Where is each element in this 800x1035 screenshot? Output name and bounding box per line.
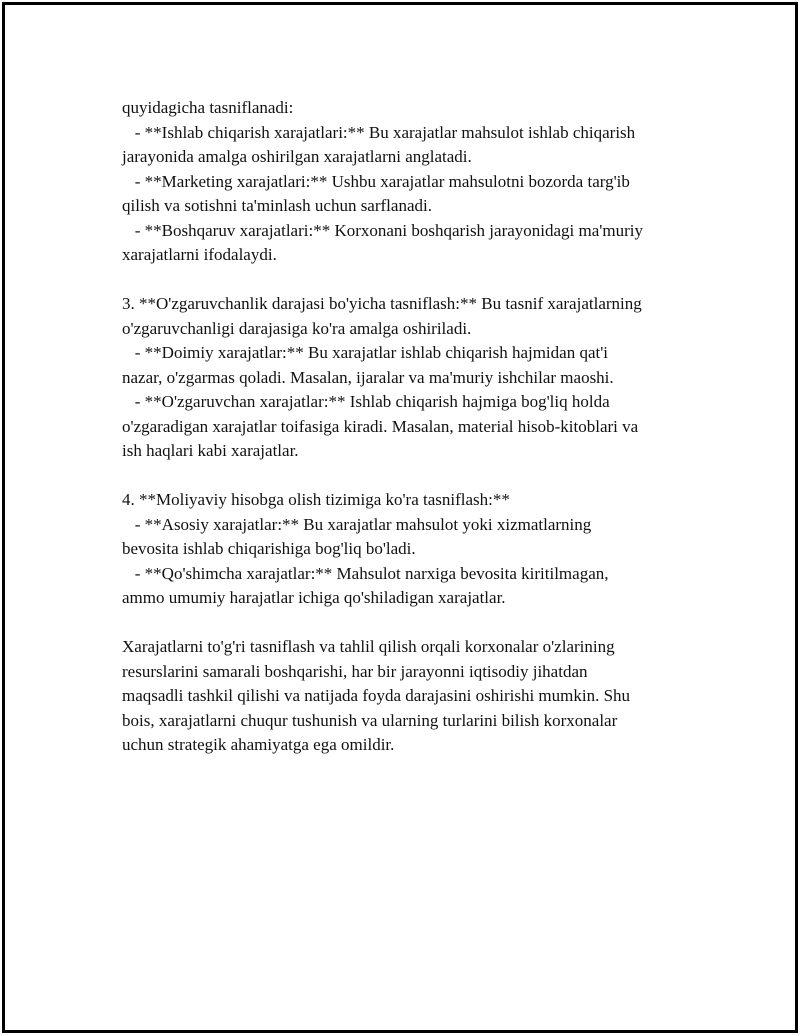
text-line: jarayonida amalga oshirilgan xarajatlarni anglatadi. bbox=[122, 147, 472, 166]
text-line: uchun strategik ahamiyatga ega omildir. bbox=[122, 735, 395, 754]
text-line: nazar, o'zgarmas qoladi. Masalan, ijaralar va ma'muriy ishchilar maoshi. bbox=[122, 367, 614, 387]
text-line: bevosita ishlab chiqarishiga bog'liq bo'ladi. bbox=[122, 539, 416, 558]
paragraph-gap bbox=[122, 268, 722, 293]
text-line: 4. **Moliyaviy hisobga olish tizimiga ko'ra tasniflash:** bbox=[122, 490, 510, 509]
text-line: - **Qo'shimcha xarajatlar:** Mahsulot narxiga bevosita kiritilmagan, bbox=[122, 563, 609, 583]
paragraph-gap bbox=[122, 464, 722, 489]
document-body bbox=[122, 96, 722, 758]
text-line: qilish va sotishni ta'minlash uchun sarflanadi. bbox=[122, 196, 432, 215]
text-line: xarajatlarni ifodalaydi. bbox=[122, 245, 277, 264]
text-line: - **Ishlab chiqarish xarajatlari:** Bu xarajatlar mahsulot ishlab chiqarish bbox=[122, 122, 636, 142]
text-line: - **O'zgaruvchan xarajatlar:** Ishlab chiqarish hajmiga bog'liq holda bbox=[122, 392, 610, 411]
text-line: quyidagicha tasniflanadi: bbox=[122, 98, 294, 117]
text-line: - **Marketing xarajatlari:** Ushbu xarajatlar mahsulotni bozorda targ'ib bbox=[122, 171, 630, 191]
text-line: - **Doimiy xarajatlar:** Bu xarajatlar ishlab chiqarish hajmidan qat'i bbox=[122, 343, 609, 362]
text-line: 3. **O'zgaruvchanlik darajasi bo'yicha tasniflash:** Bu tasnif xarajatlarning bbox=[122, 294, 642, 313]
text-line: ish haqlari kabi xarajatlar. bbox=[122, 441, 299, 460]
page bbox=[2, 2, 798, 1033]
text-line: - **Boshqaruv xarajatlari:** Korxonani boshqarish jarayonidagi ma'muriy bbox=[122, 220, 643, 240]
text-line: bois, xarajatlarni chuqur tushunish va ularning turlarini bilish korxonalar bbox=[122, 710, 618, 730]
text-line: ammo umumiy harajatlar ichiga qo'shiladigan xarajatlar. bbox=[122, 588, 506, 607]
text-line: o'zgaruvchanligi darajasiga ko'ra amalga oshiriladi. bbox=[122, 318, 472, 338]
paragraph-gap bbox=[122, 611, 722, 636]
text-line: maqsadli tashkil qilishi va natijada foyda darajasini oshirishi mumkin. Shu bbox=[122, 686, 631, 705]
text-line: Xarajatlarni to'g'ri tasniflash va tahlil qilish orqali korxonalar o'zlarining bbox=[122, 637, 615, 656]
text-line: - **Asosiy xarajatlar:** Bu xarajatlar mahsulot yoki xizmatlarning bbox=[122, 514, 592, 534]
text-line: resurslarini samarali boshqarishi, har bir jarayonni iqtisodiy jihatdan bbox=[122, 661, 588, 681]
text-line: o'zgaradigan xarajatlar toifasiga kiradi. Masalan, material hisob-kitoblari va bbox=[122, 416, 639, 436]
